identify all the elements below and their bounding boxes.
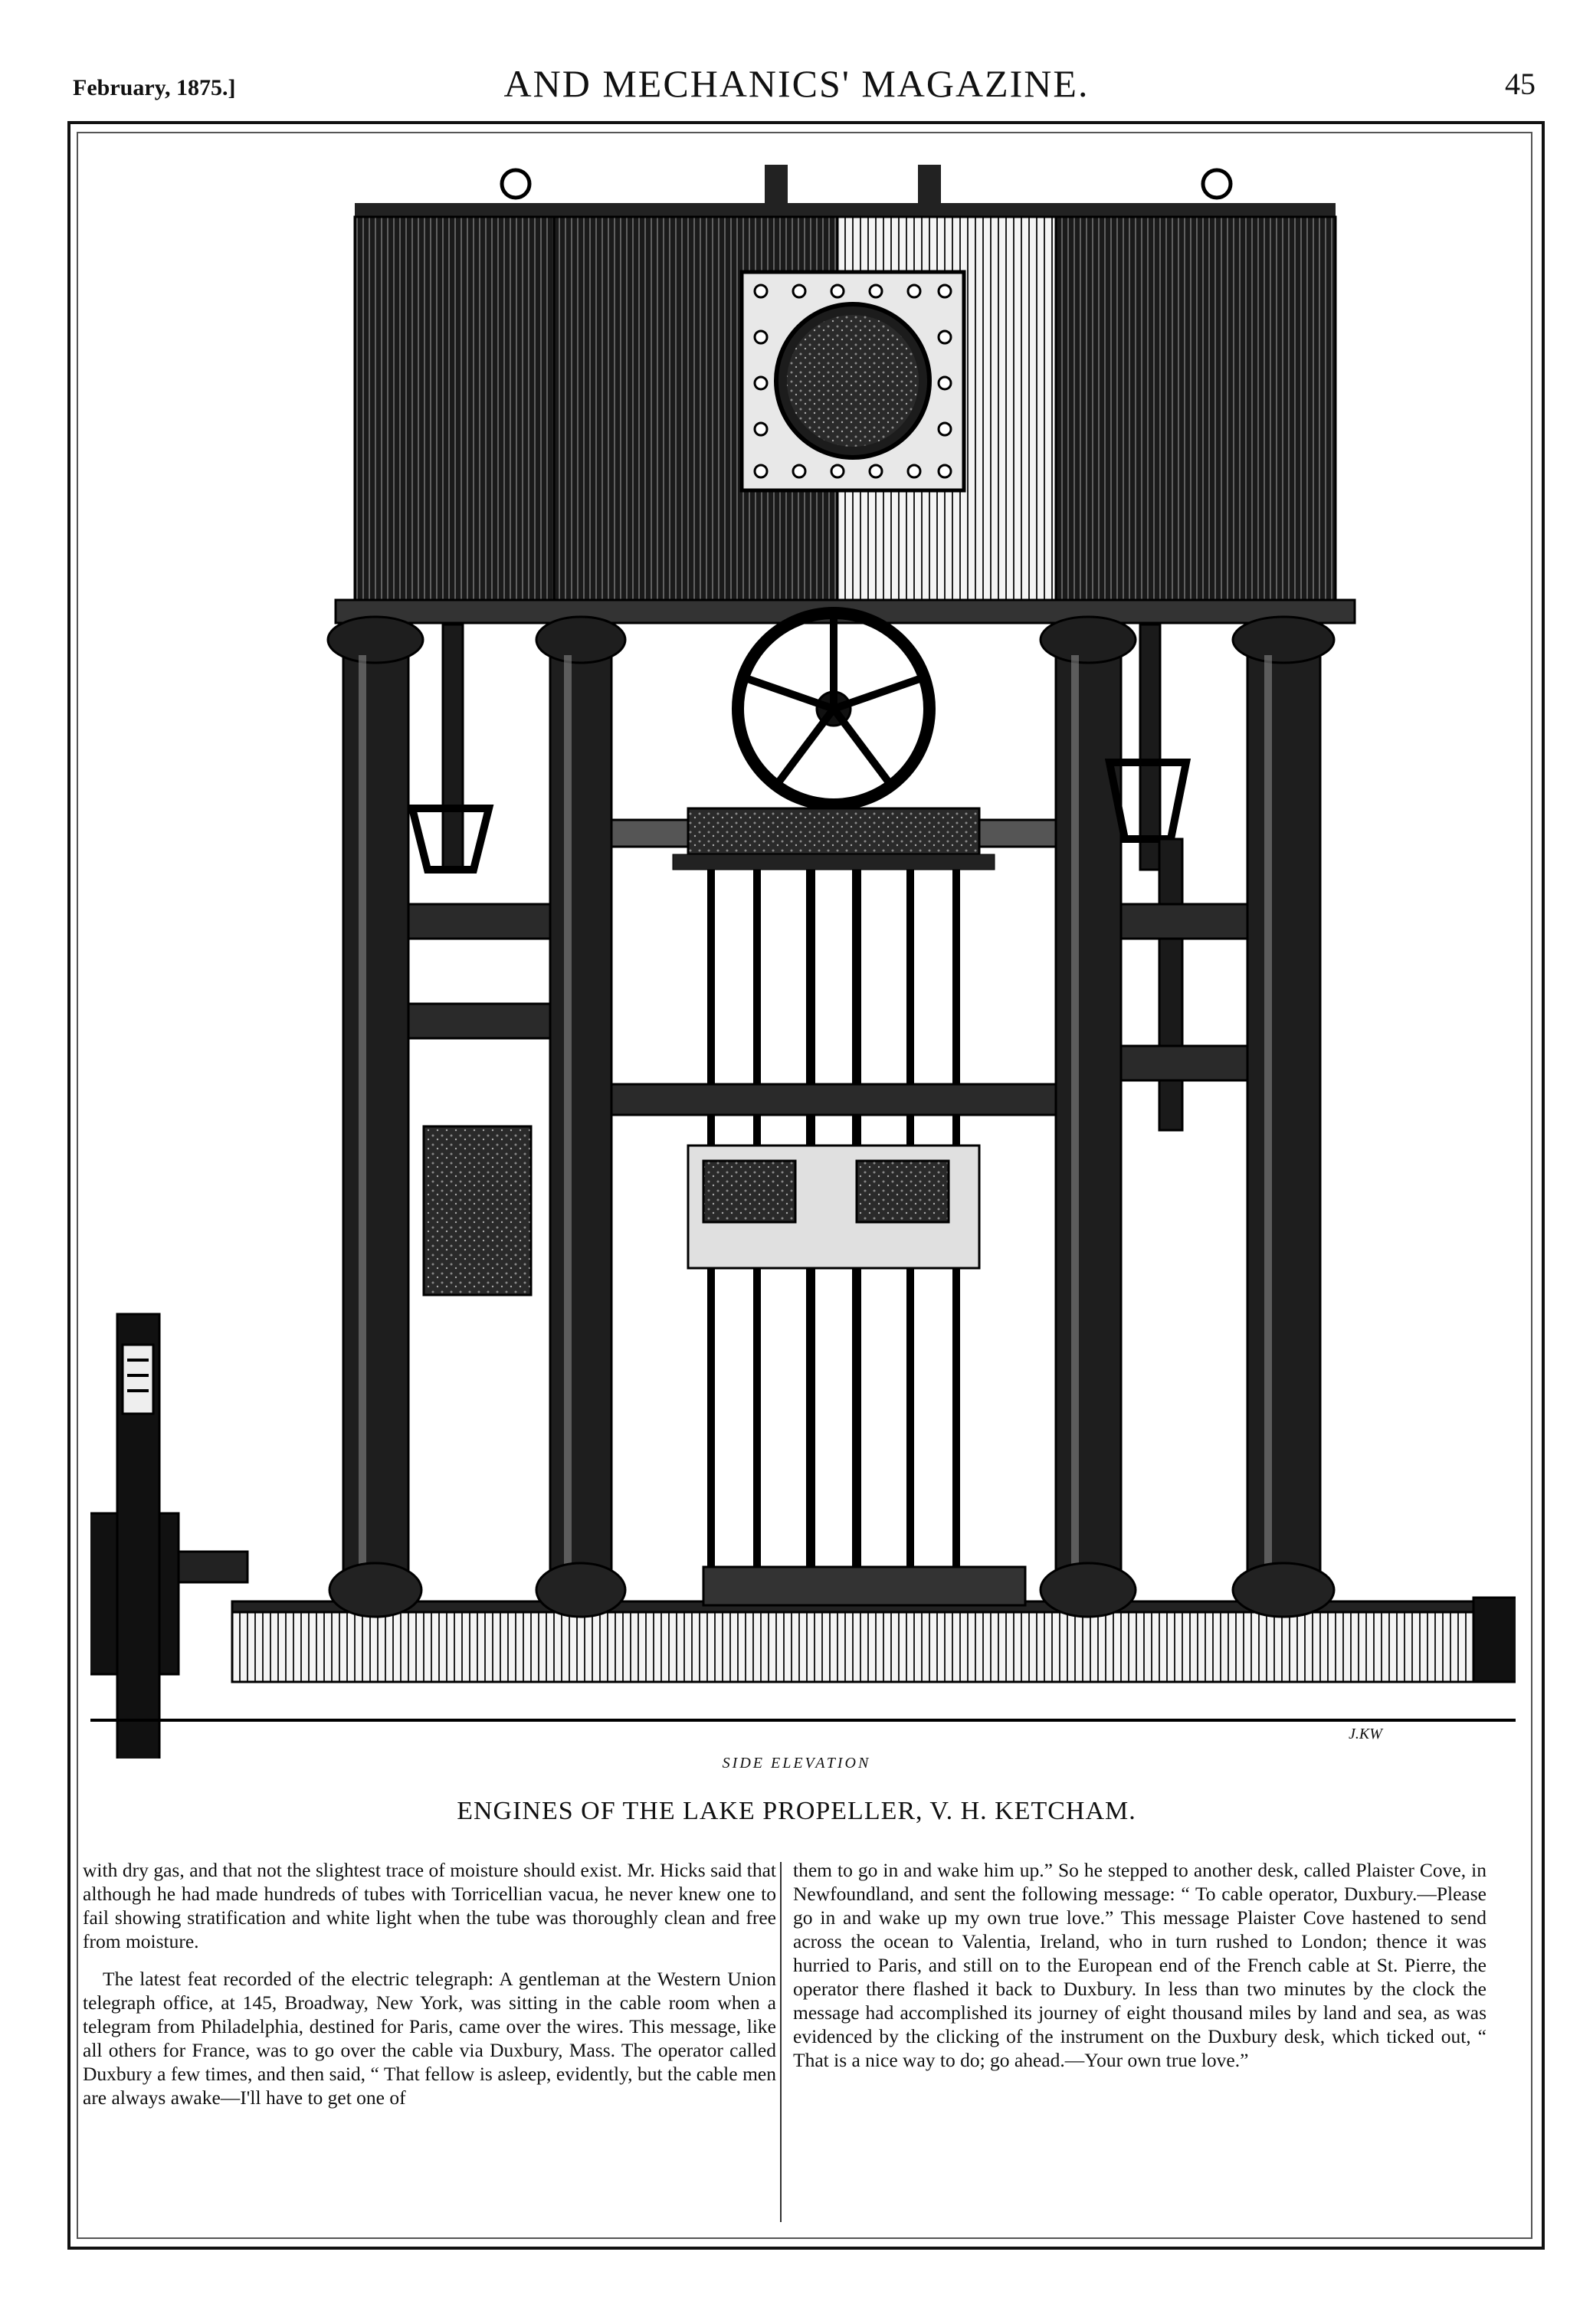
lower-engine xyxy=(424,1126,979,1295)
magazine-title: AND MECHANICS' MAGAZINE. xyxy=(503,62,1090,105)
left-column xyxy=(83,1858,776,2123)
engraver-signature: J.KW xyxy=(1349,1726,1382,1742)
left-paragraph-2: The latest feat recorded of the electric telegraph: A gentleman at the Western Union telegraph office, at 145, Broadway, New York, was sitting in the cable room when a telegram from Philadelphia, destined for Paris, came over the wires. This message, like all others for France, was to go over the cable via Duxbury, Mass. The operator called Duxbury a few times, and then said, “ That fellow is asleep, evidently, but the cable men are always awake—I'll have to get one of xyxy=(83,1968,776,2109)
page-header xyxy=(0,61,1593,107)
right-paragraph-1: them to go in and wake him up.” So he stepped to another desk, called Plaister Cove, in Newfoundland, and sent the following message: “ To cable operator, Duxbury.—Please go in and wake up my own true love.” This message Plaister Cove hastened to send across the ocean to Valentia, Ireland, who in turn rushed to London; thence it was hurried to Paris, and still on to the European end of the French cable at St. Pierre, the operator there flashed it back to Duxbury. In less than two minutes by the clock the message had accomplished its journey of eight thousand miles by land and sea, as was evidenced by the clicking of the instrument on the Duxbury desk, which ticked out, “ That is a nice way to do; go ahead.—Your own true love.” xyxy=(793,1859,1486,2071)
issue-date: February, 1875.] xyxy=(73,75,236,100)
cylinder-block xyxy=(336,165,1355,623)
side-elevation-label: SIDE ELEVATION xyxy=(722,1755,871,1772)
hand-wheel xyxy=(738,613,929,805)
page-number: 45 xyxy=(1505,67,1536,101)
bed-plate xyxy=(232,1563,1473,1682)
right-column xyxy=(793,1858,1486,2086)
left-paragraph-1: with dry gas, and that not the slightest trace of moisture should exist. Mr. Hicks said that although he had made hundreds of tubes with Torricellian vacua, he never knew one to fail showing stratification and white light when the tube was thoroughly clean and free from moisture. xyxy=(83,1859,776,1952)
figure-caption: ENGINES OF THE LAKE PROPELLER, V. H. KETCHAM. xyxy=(457,1797,1136,1825)
column-divider xyxy=(780,1862,782,2222)
engine-engraving xyxy=(90,149,1516,1759)
